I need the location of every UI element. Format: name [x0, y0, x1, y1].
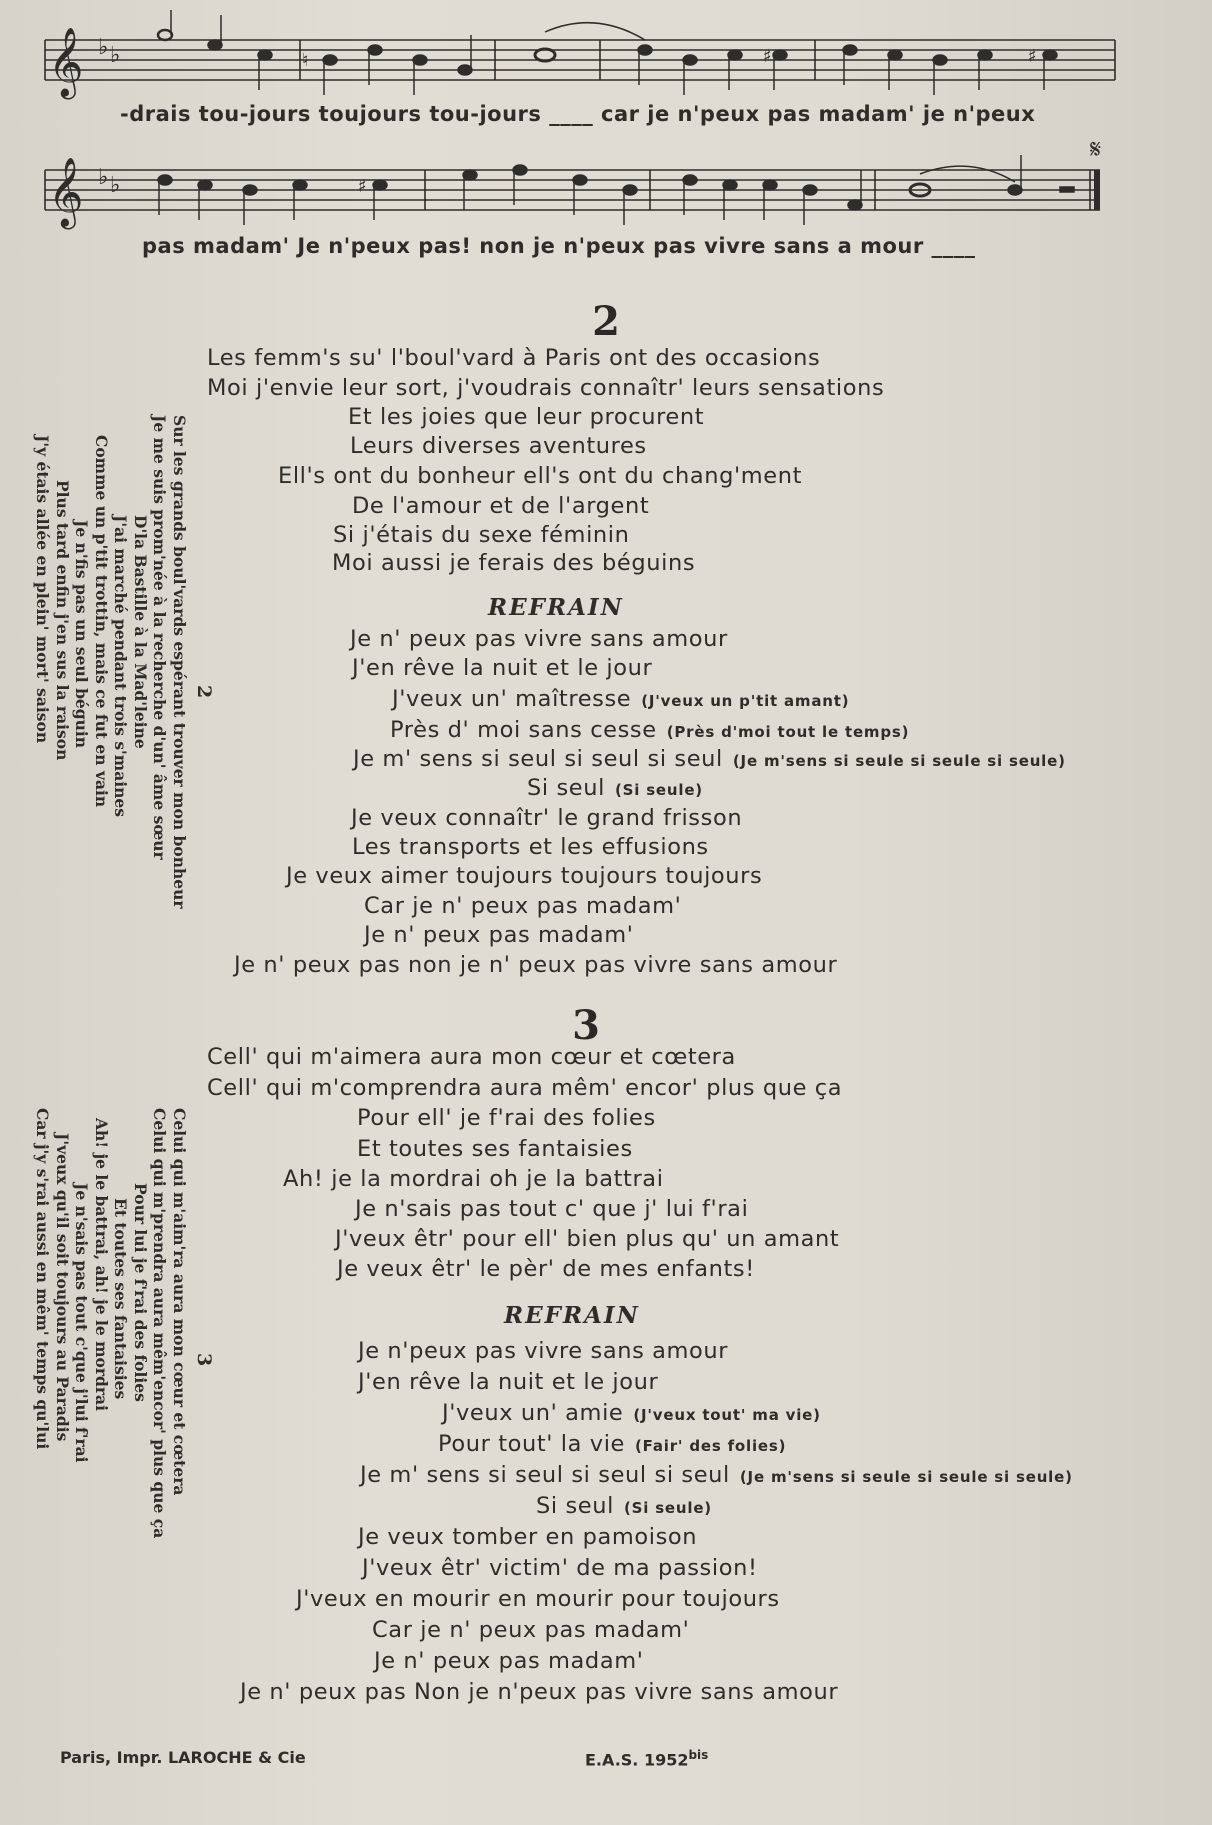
- side-verse-2-line: D'la Bastille à la Mad'leine: [131, 515, 150, 749]
- verse-2-line: Si j'étais du sexe féminin: [333, 522, 630, 548]
- verse-3-line: Pour ell' je f'rai des folies: [357, 1105, 656, 1131]
- verse-2-line: Ell's ont du bonheur ell's ont du chang'ment: [278, 463, 803, 489]
- verse-2-refrain-aside: (Près d'moi tout le temps): [666, 723, 910, 741]
- side-verse-2-line: Je n'fis pas un seul béguin: [72, 520, 92, 749]
- svg-text:♭: ♭: [98, 35, 109, 60]
- verse-2-refrain-text: Si seul: [527, 775, 605, 801]
- verse-3-refrain-text: J'en rêve la nuit et le jour: [358, 1369, 659, 1395]
- svg-text:♭: ♭: [110, 173, 121, 198]
- verse-3-number: 3: [572, 1002, 600, 1049]
- verse-3-refrain-text: J'veux en mourir en mourir pour toujours: [296, 1586, 780, 1612]
- svg-text:♯: ♯: [763, 46, 772, 67]
- verse-2-refrain-text: Je veux connaîtr' le grand frisson: [351, 805, 743, 831]
- verse-3-refrain-text: Je n' peux pas Non je n'peux pas vivre sans amour: [240, 1679, 839, 1705]
- verse-3-refrain-text: Je n' peux pas madam': [374, 1648, 644, 1674]
- verse-2-refrain-aside: (Si seule): [614, 781, 703, 799]
- side-verse-2-line: Je me suis prom'née à la recherche d'un' âme sœur: [150, 415, 170, 860]
- side-verse-3: [33, 1108, 215, 1668]
- verse-3-refrain-aside: (Fair' des folies): [635, 1437, 787, 1455]
- verse-2-number: 2: [592, 298, 620, 345]
- verse-3-refrain-text: J'veux un' amie: [442, 1400, 624, 1426]
- verse-3-refrain-line: [240, 1679, 838, 1705]
- verse-3-refrain-text: Si seul: [536, 1493, 614, 1519]
- verse-2-refrain-line: [352, 834, 709, 860]
- verse-2-line: Les femm's su' l'boul'vard à Paris ont des occasions: [207, 345, 821, 371]
- staff-1-notation: [40, 10, 1120, 100]
- verse-3-refrain-aside: (J'veux tout' ma vie): [633, 1406, 821, 1424]
- score-lyrics-line-2: pas madam' Je n'peux pas! non je n'peux pas vivre sans a mour ____: [142, 234, 976, 258]
- side-verse-2-line: J'ai marché pendant trois s'maines: [111, 515, 131, 817]
- verse-2-line: Moi j'envie leur sort, j'voudrais connaîtr' leurs sensations: [207, 375, 885, 401]
- verse-3-line: Je n'sais pas tout c' que j' lui f'rai: [355, 1196, 749, 1222]
- verse-2-refrain-line: [234, 952, 837, 978]
- catalog-code-text: E.A.S. 1952: [585, 1750, 689, 1770]
- verse-2-refrain-text: Car je n' peux pas madam': [364, 893, 682, 919]
- staff-2-notation: [40, 140, 1120, 230]
- verse-3-refrain-line: [442, 1400, 821, 1426]
- svg-text:♮: ♮: [302, 50, 309, 71]
- verse-3-line: Cell' qui m'aimera aura mon cœur et cœtera: [207, 1044, 736, 1070]
- verse-2-refrain-text: Je m' sens si seul si seul si seul: [353, 746, 723, 772]
- printer-credit: Paris, Impr. LAROCHE & Cie: [60, 1748, 306, 1767]
- verse-3-refrain-text: J'veux êtr' victim' de ma passion!: [362, 1555, 758, 1581]
- side-verse-3-line: Car j'y s'rai aussi en mêm' temps qu'lui: [33, 1108, 53, 1450]
- svg-text:𝄋: 𝄋: [1090, 140, 1102, 165]
- verse-3-refrain-line: [372, 1617, 689, 1643]
- svg-text:♯: ♯: [358, 176, 367, 197]
- verse-2-refrain-title: REFRAIN: [488, 594, 624, 621]
- score-lyrics-line-1: -drais tou-jours toujours tou-jours ____ car je n'peux pas madam' je n'peux: [120, 102, 1036, 126]
- verse-3-line: J'veux êtr' pour ell' bien plus qu' un amant: [335, 1226, 840, 1252]
- verse-3-refrain-line: [362, 1555, 758, 1581]
- verse-2-line: Moi aussi je ferais des béguins: [332, 550, 696, 576]
- verse-2-line: De l'amour et de l'argent: [352, 493, 650, 519]
- verse-2-refrain-text: J'veux un' maîtresse: [392, 686, 632, 712]
- verse-2-refrain-text: Près d' moi sans cesse: [390, 717, 657, 743]
- verse-3-refrain-aside: (Je m'sens si seule si seule si seule): [739, 1468, 1073, 1486]
- verse-2-line: Et les joies que leur procurent: [348, 404, 705, 430]
- verse-3-refrain-line: [358, 1369, 658, 1395]
- side-verse-2: [33, 415, 215, 975]
- verse-3-refrain-line: [438, 1431, 786, 1457]
- verse-3-line: Je veux êtr' le pèr' de mes enfants!: [337, 1256, 755, 1282]
- verse-2-line: Leurs diverses aventures: [350, 433, 647, 459]
- verse-3-refrain-text: Pour tout' la vie: [438, 1431, 626, 1457]
- verse-3-refrain-line: [360, 1462, 1073, 1488]
- verse-2-refrain-text: Je n' peux pas non je n' peux pas vivre sans amour: [234, 952, 838, 978]
- verse-2-refrain-line: [390, 717, 909, 743]
- verse-3-refrain-aside: (Si seule): [623, 1499, 712, 1517]
- verse-3-line: Cell' qui m'comprendra aura mêm' encor' plus que ça: [207, 1075, 843, 1101]
- side-verse-2-line: Comme un p'tit trottin, mais ce fut en vain: [92, 435, 111, 808]
- side-verse-3-line: Ah! je le battrai, ah! je le mordrai: [92, 1118, 111, 1411]
- verse-2-refrain-line: [392, 686, 849, 712]
- side-verse-3-line: Celui qui m'prendra aura mêm'encor' plus que ça: [150, 1108, 170, 1539]
- verse-2-refrain-line: [352, 655, 652, 681]
- verse-3-refrain-text: Je veux tomber en pamoison: [358, 1524, 698, 1550]
- verse-3-refrain-line: [374, 1648, 644, 1674]
- side-verse-2-line: Sur les grands boul'vards espérant trouver mon bonheur: [170, 415, 189, 909]
- svg-text:♭: ♭: [110, 43, 121, 68]
- side-verse-2-line: J'y étais allée en plein' mort' saison: [33, 435, 53, 744]
- verse-3-refrain-line: [296, 1586, 780, 1612]
- side-verse-3-line: J'veux qu'il soit toujours au Paradis: [53, 1133, 72, 1442]
- side-verse-3-line: Je n'sais pas tout c'que j'lui f'rai: [72, 1183, 92, 1463]
- verse-3-line: Ah! je la mordrai oh je la battrai: [283, 1166, 664, 1192]
- verse-2-refrain-aside: (J'veux un p'tit amant): [641, 692, 850, 710]
- verse-3-refrain-line: [536, 1493, 712, 1519]
- side-verse-3-line: Celui qui m'aim'ra aura mon cœur et cœtera: [170, 1108, 189, 1496]
- side-verse-3-line: Pour lui je f'rai des folies: [131, 1183, 150, 1402]
- catalog-code-sup: bis: [688, 1748, 709, 1762]
- verse-2-refrain-text: Je veux aimer toujours toujours toujours: [286, 863, 763, 889]
- verse-2-refrain-text: J'en rêve la nuit et le jour: [352, 655, 653, 681]
- verse-2-refrain-text: Les transports et les effusions: [352, 834, 709, 860]
- verse-2-refrain-line: [364, 893, 681, 919]
- verse-3-refrain-text: Je m' sens si seul si seul si seul: [360, 1462, 730, 1488]
- verse-3-refrain-line: [358, 1338, 728, 1364]
- verse-3-line: Et toutes ses fantaisies: [357, 1136, 633, 1162]
- verse-3-refrain-text: Car je n' peux pas madam': [372, 1617, 690, 1643]
- side-verse-3-line: Et toutes ses fantaisies: [111, 1198, 131, 1400]
- verse-2-refrain-text: Je n' peux pas madam': [364, 922, 634, 948]
- verse-3-refrain-title: REFRAIN: [504, 1302, 640, 1329]
- verse-3-refrain-line: [358, 1524, 697, 1550]
- side-verse-2-number: 2: [193, 685, 215, 699]
- catalog-code: [585, 1748, 708, 1769]
- verse-2-refrain-line: [527, 775, 703, 801]
- side-verse-3-number: 3: [193, 1353, 215, 1367]
- verse-2-refrain-line: [351, 805, 742, 831]
- svg-text:♭: ♭: [98, 165, 109, 190]
- svg-text:𝄞: 𝄞: [48, 27, 84, 97]
- verse-2-refrain-text: Je n' peux pas vivre sans amour: [350, 626, 728, 652]
- verse-2-refrain-line: [286, 863, 762, 889]
- verse-2-refrain-line: [364, 922, 634, 948]
- verse-2-refrain-line: [353, 746, 1066, 772]
- verse-3-refrain-text: Je n'peux pas vivre sans amour: [358, 1338, 729, 1364]
- svg-text:♯: ♯: [1028, 46, 1037, 67]
- verse-2-refrain-line: [350, 626, 728, 652]
- svg-text:𝄞: 𝄞: [48, 157, 84, 227]
- side-verse-2-line: Plus tard enfin j'en sus la raison: [53, 480, 72, 761]
- verse-2-refrain-aside: (Je m'sens si seule si seule si seule): [732, 752, 1066, 770]
